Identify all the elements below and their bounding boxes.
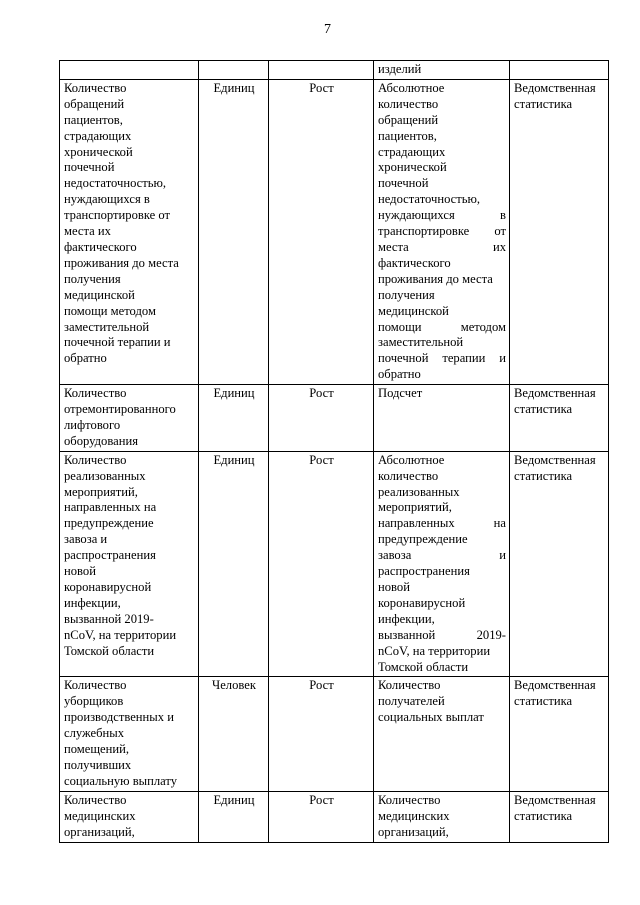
indicator-line: страдающих <box>64 128 132 143</box>
method-line: мероприятий, <box>378 500 452 515</box>
cell-indicator <box>60 385 199 452</box>
indicator-line: реализованных <box>64 468 146 483</box>
indicator-line: лифтового <box>64 417 121 432</box>
method-line: вызванной 2019- <box>378 627 506 642</box>
cell-method <box>374 61 510 80</box>
method-line: обращений <box>378 112 439 127</box>
indicator-line: почечной <box>64 160 115 175</box>
indicator-line: пациентов, <box>64 112 123 127</box>
indicator-line: проживания до места <box>64 255 179 270</box>
method-line: направленных на <box>378 516 506 531</box>
indicator-line: служебных <box>64 726 125 741</box>
method-line: распространения <box>378 564 470 579</box>
cell-direction <box>269 61 374 80</box>
indicator-line: уборщиков <box>64 694 124 709</box>
cell-method <box>374 385 510 452</box>
cell-method <box>374 451 510 677</box>
cell-source <box>510 79 609 384</box>
source-line: статистика <box>514 96 573 111</box>
method-line: хронической <box>378 160 447 175</box>
method-line: инфекции, <box>378 611 435 626</box>
indicator-line: новой <box>64 564 96 579</box>
indicator-line: Количество <box>64 386 127 401</box>
method-line: заместительной <box>378 335 464 350</box>
method-line: Абсолютное <box>378 80 445 95</box>
method-line: места их <box>378 239 506 254</box>
method-line: почечной терапии и <box>378 351 506 366</box>
cell-unit: Единиц <box>199 791 269 842</box>
indicator-line: оборудования <box>64 433 138 448</box>
indicator-line: вызванной 2019- <box>64 611 154 626</box>
method-line: почечной <box>378 176 429 191</box>
method-line: Количество <box>378 792 441 807</box>
method-line: проживания до места <box>378 271 493 286</box>
cell-unit: Единиц <box>199 385 269 452</box>
indicators-table <box>59 60 609 843</box>
indicator-line: получения <box>64 271 121 286</box>
method-line: количество <box>378 468 439 483</box>
indicator-line: Количество <box>64 80 127 95</box>
indicator-line: места их <box>64 224 111 239</box>
source-line: Ведомственная <box>514 452 596 467</box>
method-line: получателей <box>378 694 445 709</box>
indicator-line: Количество <box>64 678 127 693</box>
method-line: Количество <box>378 678 441 693</box>
indicator-line: хронической <box>64 144 133 159</box>
source-line: Ведомственная <box>514 386 596 401</box>
table-row <box>60 385 609 452</box>
source-line: Ведомственная <box>514 678 596 693</box>
source-line: статистика <box>514 402 573 417</box>
method-line: страдающих <box>378 144 446 159</box>
cell-indicator <box>60 791 199 842</box>
source-line: статистика <box>514 808 573 823</box>
cell-unit: Человек <box>199 677 269 791</box>
cell-direction: Рост <box>269 677 374 791</box>
indicator-line: медицинских <box>64 808 136 823</box>
indicator-line: производственных и <box>64 710 174 725</box>
indicator-line: фактического <box>64 239 137 254</box>
method-line: предупреждение <box>378 532 468 547</box>
indicator-line: социальную выплату <box>64 773 178 788</box>
method-line: пациентов, <box>378 128 437 143</box>
method-line: транспортировке от <box>378 224 506 239</box>
table-row-continuation <box>60 61 609 80</box>
indicator-line: Количество <box>64 452 127 467</box>
indicator-line: организаций, <box>64 824 135 839</box>
indicator-line: распространения <box>64 548 156 563</box>
table-row <box>60 677 609 791</box>
cell-source <box>510 61 609 80</box>
cell-source <box>510 385 609 452</box>
source-line: статистика <box>514 694 573 709</box>
indicator-line: заместительной <box>64 319 150 334</box>
indicator-line: медицинской <box>64 287 135 302</box>
method-line: nCoV, на территории <box>378 643 491 658</box>
indicator-line: транспортировке от <box>64 208 171 223</box>
cell-source <box>510 677 609 791</box>
cell-direction: Рост <box>269 791 374 842</box>
indicator-line: предупреждение <box>64 516 154 531</box>
method-line: Томской области <box>378 659 469 674</box>
method-line: недостаточностью, <box>378 192 481 207</box>
cell-direction: Рост <box>269 451 374 677</box>
cell-method <box>374 79 510 384</box>
indicator-line: направленных на <box>64 500 157 515</box>
method-line: обратно <box>378 367 421 382</box>
cell-unit <box>199 61 269 80</box>
method-line: помощи методом <box>378 319 506 334</box>
table-row <box>60 451 609 677</box>
indicator-line: нуждающихся в <box>64 192 150 207</box>
source-line: Ведомственная <box>514 80 596 95</box>
table-row <box>60 79 609 384</box>
indicator-line: мероприятий, <box>64 484 138 499</box>
method-line: количество <box>378 96 439 111</box>
method-line: нуждающихся в <box>378 208 506 223</box>
indicator-line: обратно <box>64 351 107 366</box>
method-line: медицинских <box>378 808 450 823</box>
cell-direction: Рост <box>269 385 374 452</box>
indicator-line: Томской области <box>64 643 155 658</box>
cell-direction: Рост <box>269 79 374 384</box>
table-row <box>60 791 609 842</box>
cell-indicator <box>60 61 199 80</box>
method-line: Подсчет <box>378 386 423 401</box>
cell-method <box>374 791 510 842</box>
indicator-line: обращений <box>64 96 125 111</box>
method-line: организаций, <box>378 824 449 839</box>
indicator-line: получивших <box>64 757 132 772</box>
indicator-line: завоза и <box>64 532 108 547</box>
indicator-line: Количество <box>64 792 127 807</box>
indicator-line: отремонтированного <box>64 402 176 417</box>
indicator-line: почечной терапии и <box>64 335 171 350</box>
indicator-line: помощи методом <box>64 303 156 318</box>
method-line: завоза и <box>378 548 506 563</box>
method-line: Абсолютное <box>378 452 445 467</box>
source-line: Ведомственная <box>514 792 596 807</box>
method-line: медицинской <box>378 303 449 318</box>
indicator-line: инфекции, <box>64 595 121 610</box>
method-line: фактического <box>378 255 451 270</box>
indicator-line: коронавирусной <box>64 580 152 594</box>
method-line: коронавирусной <box>378 595 466 610</box>
cell-source <box>510 451 609 677</box>
cell-source <box>510 791 609 842</box>
indicator-line: недостаточностью, <box>64 176 167 191</box>
method-line: изделий <box>378 62 422 76</box>
page-number: 7 <box>324 22 331 37</box>
cell-indicator <box>60 79 199 384</box>
method-line: реализованных <box>378 484 460 499</box>
method-line: новой <box>378 580 410 594</box>
cell-indicator <box>60 677 199 791</box>
cell-unit: Единиц <box>199 451 269 677</box>
cell-unit: Единиц <box>199 79 269 384</box>
indicator-line: nCoV, на территории <box>64 627 177 642</box>
method-line: получения <box>378 287 435 302</box>
method-line: социальных выплат <box>378 710 484 725</box>
cell-method <box>374 677 510 791</box>
cell-indicator <box>60 451 199 677</box>
source-line: статистика <box>514 468 573 483</box>
indicator-line: помещений, <box>64 742 130 757</box>
